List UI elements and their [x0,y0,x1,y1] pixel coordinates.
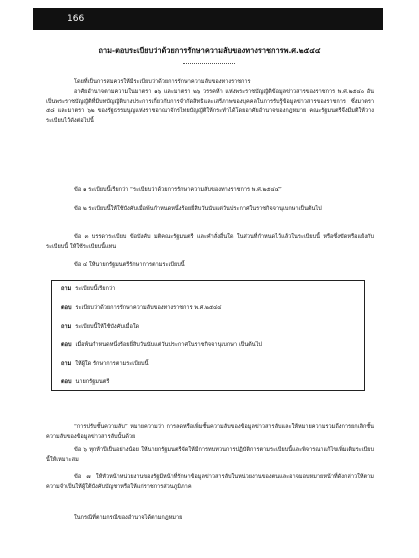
intro-paragraph-1: โดยที่เป็นการสมควรให้มีระเบียบว่าด้วยการรักษาความลับของทางราชการ [74,79,251,85]
qa-row: ตอบ เมื่อพ้นกำหนดหนึ่งร้อยยี่สิบวันนับแต่วันประกาศในราชกิจจานุเบกษา เป็นต้นไป [61,342,262,348]
page-number-bar [33,8,383,30]
definition-paragraph: “การปรับชั้นความลับ” หมายความว่า การลดหรือเพิ่มชั้นความลับของข้อมูลข่าวสารลับและให้หมายความรวมถึงการยกเลิกชั้นความลับของข้อมูลข่าวสารลับนั้นด้วย [46,424,374,440]
qa-row: ตอบ นายกรัฐมนตรี [61,379,110,385]
intro-paragraph-2: อาศัยอำนาจตามความในมาตรา ๑๖ และมาตรา ๒๖ วรรคห้า แห่งพระราชบัญญัติข้อมูลข่าวสารของราชการ พ.ศ.๒๕๔๐ อันเป็นพระราชบัญญัติที่มีบทบัญญัติบางประการเกี่ยวกับการจำกัดสิทธิและเสรีภาพของบุคคลในการรับรู้ข้อมูลข่าวสารของราชการ ซึ่งมาตรา ๕๘ และมาตรา ๖๒ ของรัฐธรรมนูญแห่งราชอาณาจักรไทยบัญญัติให้กระทำได้โดยอาศัยอำนาจของกฎหมาย คณะรัฐมนตรีจึงมีมติให้วางระเบียบไว้ดังต่อไปนี้ [46,89,374,124]
page-number: 166 [67,14,85,24]
clause-2: ข้อ ๒ ระเบียบนี้ให้ใช้บังคับเมื่อพ้นกำหนดหนึ่งร้อยยี่สิบวันนับแต่วันประกาศในราชกิจจานุเบกษาเป็นต้นไป [74,206,322,212]
title-divider [183,63,235,64]
clause-3: ข้อ ๓ บรรดาระเบียบ ข้อบังคับ มติคณะรัฐมนตรี และคำสั่งอื่นใด ในส่วนที่กำหนดไว้แล้วในระเบียบนี้ หรือซึ่งขัดหรือแย้งกับระเบียบนี้ ให้ใช้ระเบียบนี้แทน [46,234,374,250]
clause-4: ข้อ ๔ ให้นายกรัฐมนตรีรักษาการตามระเบียบนี้ [74,262,185,268]
clause-1: ข้อ ๑ ระเบียบนี้เรียกว่า “ระเบียบว่าด้วยการรักษาความลับของทางราชการ พ.ศ.๒๕๔๔” [74,187,282,193]
qa-row: ถาม ระเบียบนี้เรียกว่า [61,286,116,292]
qa-row: ถาม ระเบียบนี้ให้ใช้บังคับเมื่อใด [61,324,140,330]
qa-row: ถาม ให้ผู้ใด รักษาการตามระเบียบนี้ [61,361,149,367]
clause-7: ข้อ ๗ ให้หัวหน้าหน่วยงานของรัฐมีหน้าที่รักษาข้อมูลข่าวสารลับในหน่วยงานของตนและอาจมอบหมายหน้าที่ดังกล่าวให้ตามความจำเป็นให้ผู้ใต้บังคับบัญชาหรือให้แก่ราชการส่วนภูมิภาค [46,474,374,490]
qa-row: ตอบ ระเบียบว่าด้วยการรักษาความลับของทางราชการ พ.ศ.๒๕๔๔ [61,305,222,311]
document-title: ถาม-ตอบระเบียบว่าด้วยการรักษาความลับของทางราชการพ.ศ.๒๕๔๔ [98,46,321,55]
clause-6: ข้อ ๖ ทุกห้าปีเป็นอย่างน้อย ให้นายกรัฐมนตรีจัดให้มีการทบทวนการปฏิบัติการตามระเบียบนี้และพิจารณาแก้ไขเพิ่มเติมระเบียบนี้ให้เหมาะสม [46,447,374,463]
closing-line: ในกรณีที่ตามกรณีของอำนาจได้ตามกฎหมาย [74,515,183,521]
qa-box [51,280,365,391]
